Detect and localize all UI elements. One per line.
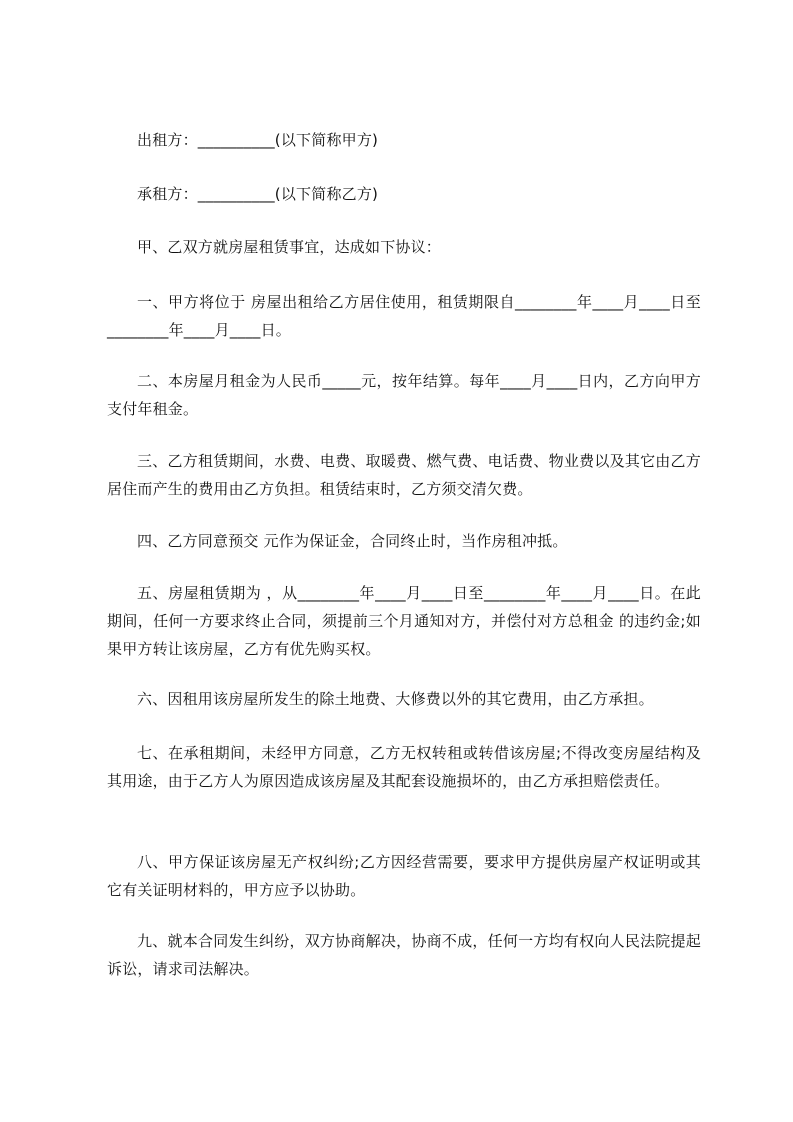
clause-1: 一、甲方将位于 房屋出租给乙方居住使用，租赁期限自________年____月____日至________年____月____日。 <box>107 293 701 339</box>
clause-7: 七、在承租期间，未经甲方同意，乙方无权转租或转借该房屋;不得改变房屋结构及其用途，由于乙方人为原因造成该房屋及其配套设施损坏的，由乙方承担赔偿责任。 <box>107 744 701 790</box>
clause-2: 二、本房屋月租金为人民币_____元，按年结算。每年____月____日内，乙方向甲方支付年租金。 <box>107 372 701 418</box>
clause-3: 三、乙方租赁期间，水费、电费、取暖费、燃气费、电话费、物业费以及其它由乙方居住而产生的费用由乙方负担。租赁结束时，乙方须交清欠费。 <box>107 452 701 498</box>
intro-line: 甲、乙双方就房屋租赁事宜，达成如下协议： <box>137 238 442 256</box>
clause-8: 八、甲方保证该房屋无产权纠纷;乙方因经营需要，要求甲方提供房屋产权证明或其它有关证明材料的，甲方应予以协助。 <box>107 853 701 899</box>
clause-9: 九、就本合同发生纠纷，双方协商解决，协商不成，任何一方均有权向人民法院提起诉讼，请求司法解决。 <box>107 932 701 978</box>
clause-4: 四、乙方同意预交 元作为保证金，合同终止时，当作房租冲抵。 <box>137 532 568 550</box>
lessor-line: 出租方：__________(以下简称甲方) <box>137 131 379 149</box>
clause-5: 五、房屋租赁期为 ，从________年____月____日至________年____月____日。在此期间，任何一方要求终止合同，须提前三个月通知对方，并偿付对方总租金 的违约金;如果甲方转让该房屋，乙方有优先购买权。 <box>107 584 701 658</box>
clause-6: 六、因租用该房屋所发生的除土地费、大修费以外的其它费用，由乙方承担。 <box>137 690 654 708</box>
lessee-line: 承租方：__________(以下简称乙方) <box>137 185 379 203</box>
